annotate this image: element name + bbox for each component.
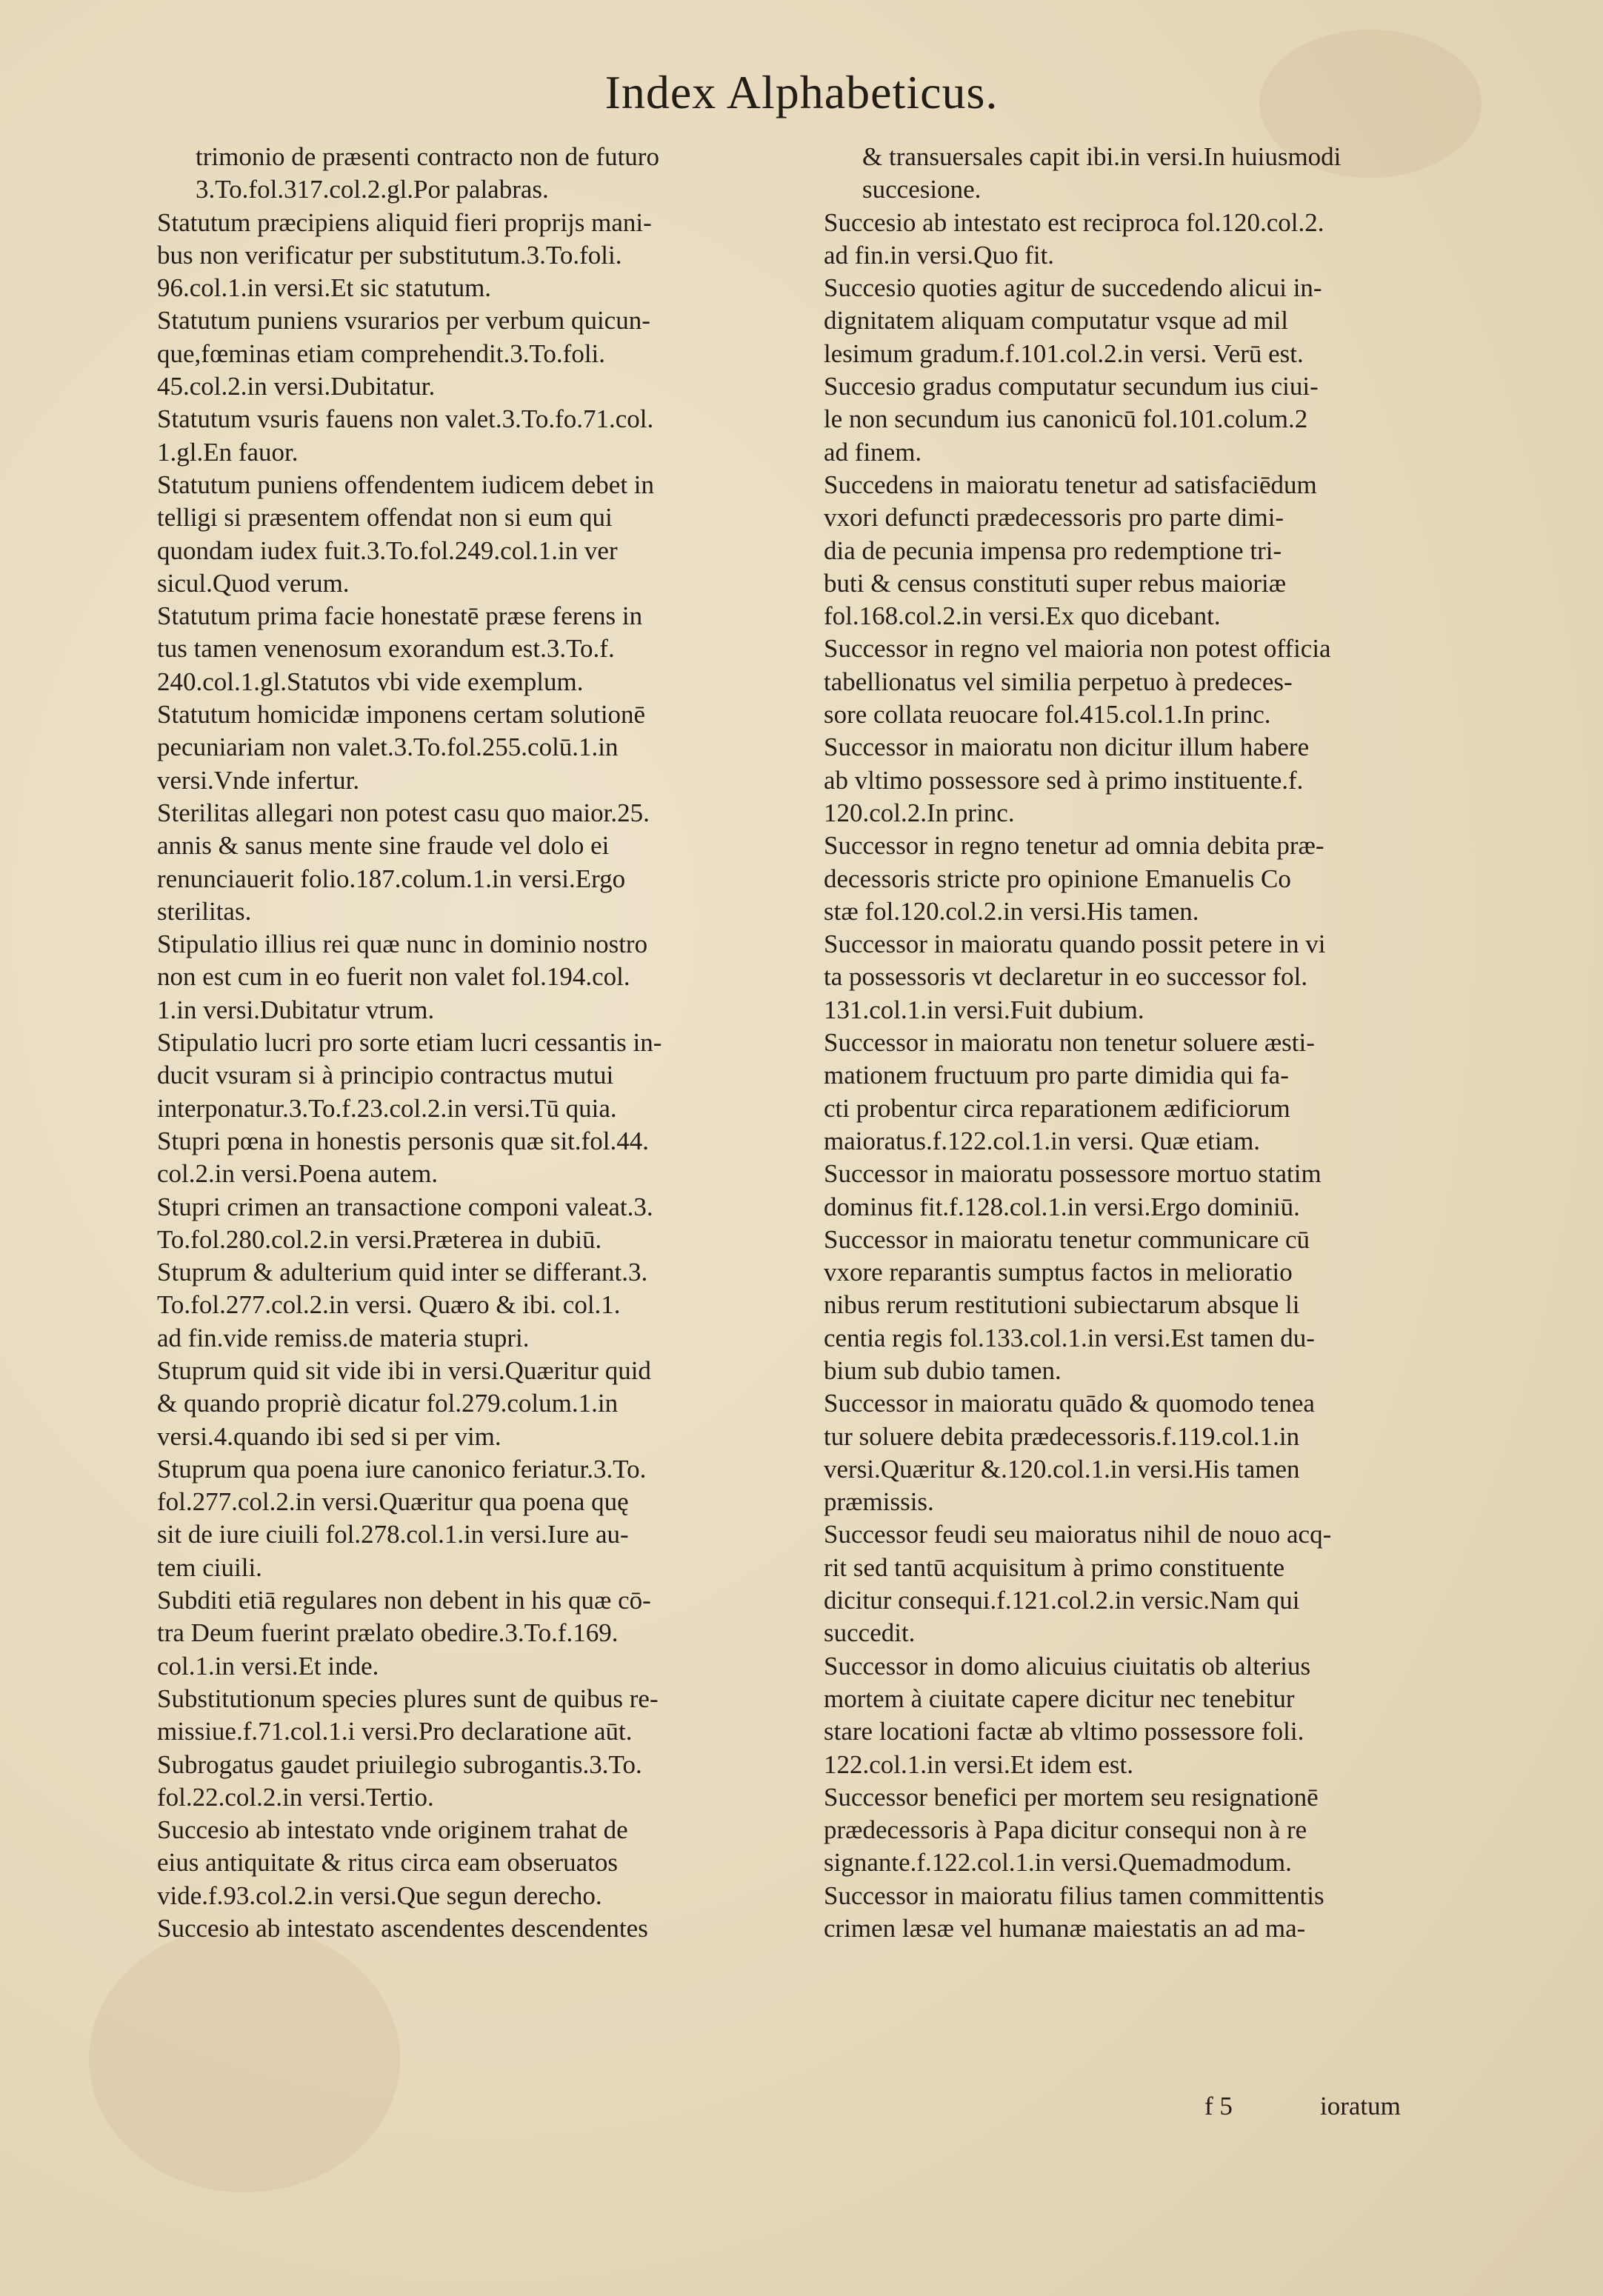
entry-line: dignitatem aliquam computatur vsque ad mil xyxy=(824,306,1288,336)
entry-line: annis & sanus mente sine fraude vel dolo ei xyxy=(157,831,610,861)
entry-line: ducit vsuram si à principio contractus mutui xyxy=(157,1061,614,1090)
entry-line: trimonio de præsenti contracto non de futuro xyxy=(196,142,659,171)
entry-line: Successor feudi seu maioratus nihil de nouo acq- xyxy=(824,1520,1332,1549)
page-title: Index Alphabeticus. xyxy=(604,66,999,119)
entry-line: Statutum vsuris fauens non valet.3.To.fo.71.col. xyxy=(157,404,654,434)
entry-line: Successor in domo alicuius ciuitatis ob alterius xyxy=(824,1651,1311,1681)
entry-line: præmissis. xyxy=(824,1487,934,1517)
entry-line: signante.f.122.col.1.in versi.Quemadmodum. xyxy=(824,1848,1292,1878)
index-entry xyxy=(157,1814,796,1912)
entry-line: Succesio quoties agitur de succedendo alicui in- xyxy=(824,273,1322,303)
index-entry xyxy=(824,1027,1467,1158)
paper-stain xyxy=(89,1926,400,2192)
entry-line: centia regis fol.133.col.1.in versi.Est tamen du- xyxy=(824,1323,1315,1352)
entry-line: le non secundum ius canonicū fol.101.colum.2 xyxy=(824,404,1308,434)
index-entry xyxy=(824,1880,1467,1946)
index-entry xyxy=(157,1749,796,1815)
entry-line: tur soluere debita prædecessoris.f.119.col.1.in xyxy=(824,1421,1300,1451)
entry-line: dia de pecunia impensa pro redemptione tri- xyxy=(824,535,1282,565)
entry-line: 1.gl.En fauor. xyxy=(157,437,299,467)
entry-line: quondam iudex fuit.3.To.fol.249.col.1.in ver xyxy=(157,535,618,565)
index-entry xyxy=(157,1453,796,1584)
entry-line: sit de iure ciuili fol.278.col.1.in versi.Iure au- xyxy=(157,1520,629,1549)
index-entry xyxy=(824,1158,1467,1224)
index-entry xyxy=(157,207,796,305)
entry-line: Succedens in maioratu tenetur ad satisfaciēdum xyxy=(824,470,1317,499)
entry-line: missiue.f.71.col.1.i versi.Pro declaratione aūt. xyxy=(157,1717,633,1746)
entry-line: fol.22.col.2.in versi.Tertio. xyxy=(157,1782,434,1812)
entry-line: ab vltimo possessore sed à primo instituente.f. xyxy=(824,765,1304,795)
entry-line: decessoris stricte pro opinione Emanuelis Co xyxy=(824,864,1291,893)
index-entry xyxy=(157,1584,796,1683)
entry-line: rit sed tantū acquisitum à primo constituente xyxy=(824,1552,1285,1582)
entry-line: vxori defuncti prædecessoris pro parte dimi- xyxy=(824,503,1284,533)
index-entry xyxy=(157,469,796,600)
right-column xyxy=(824,141,1467,1945)
entry-line: 96.col.1.in versi.Et sic statutum. xyxy=(157,273,492,303)
entry-line: Succesio ab intestato est reciproca fol.120.col.2. xyxy=(824,207,1324,237)
index-entry xyxy=(824,1387,1467,1518)
index-entry xyxy=(824,141,1467,207)
entry-line: Subditi etiā regulares non debent in his quæ cō- xyxy=(157,1586,651,1615)
entry-line: Succesio ab intestato ascendentes descendentes xyxy=(157,1914,648,1943)
entry-line: ta possessoris vt declaretur in eo successor fol. xyxy=(824,962,1308,992)
index-entry xyxy=(824,272,1467,370)
entry-line: tra Deum fuerint prælato obedire.3.To.f.169. xyxy=(157,1618,619,1648)
index-entry xyxy=(157,304,796,403)
entry-line: 1.in versi.Dubitatur vtrum. xyxy=(157,995,435,1024)
entry-line: To.fol.280.col.2.in versi.Præterea in dubiū. xyxy=(157,1224,602,1254)
index-entry xyxy=(157,1912,796,1945)
entry-line: & transuersales capit ibi.in versi.In huiusmodi xyxy=(862,142,1342,171)
entry-line: ad finem. xyxy=(824,437,922,467)
index-entry xyxy=(157,1683,796,1749)
entry-line: telligi si præsentem offendat non si eum qui xyxy=(157,503,613,533)
index-entry xyxy=(157,600,796,698)
entry-line: tus tamen venenosum exorandum est.3.To.f. xyxy=(157,634,615,664)
entry-line: Successor in maioratu possessore mortuo statim xyxy=(824,1159,1322,1189)
entry-line: renunciauerit folio.187.colum.1.in versi.Ergo xyxy=(157,864,626,893)
entry-line: Sterilitas allegari non potest casu quo maior.25. xyxy=(157,798,650,827)
index-entry xyxy=(157,797,796,928)
entry-line: Stupri crimen an transactione componi valeat.3. xyxy=(157,1192,653,1221)
catchword: ioratum xyxy=(1320,2092,1401,2120)
entry-line: buti & census constituti super rebus maioriæ xyxy=(824,568,1287,598)
entry-line: Succesio gradus computatur secundum ius ciui- xyxy=(824,372,1319,401)
entry-line: bus non verificatur per substitutum.3.To.foli. xyxy=(157,240,622,270)
entry-line: eius antiquitate & ritus circa eam obseruatos xyxy=(157,1848,619,1878)
entry-line: Successor in maioratu tenetur communicare cū xyxy=(824,1224,1310,1254)
entry-line: mortem à ciuitate capere dicitur nec tenebitur xyxy=(824,1683,1295,1713)
entry-line: prædecessoris à Papa dicitur consequi non à re xyxy=(824,1815,1307,1845)
entry-line: Stupri pœna in honestis personis quæ sit.fol.44. xyxy=(157,1126,650,1155)
entry-line: non est cum in eo fuerit non valet fol.194.col. xyxy=(157,962,630,992)
entry-line: Successor in maioratu quando possit petere in vi xyxy=(824,930,1326,959)
index-entry xyxy=(157,698,796,797)
entry-line: To.fol.277.col.2.in versi. Quæro & ibi. col.1. xyxy=(157,1290,621,1320)
index-entry xyxy=(824,633,1467,731)
entry-line: Successor benefici per mortem seu resignationē xyxy=(824,1782,1319,1812)
entry-line: maioratus.f.122.col.1.in versi. Quæ etiam. xyxy=(824,1126,1261,1155)
index-entry xyxy=(824,370,1467,469)
index-entry xyxy=(157,1191,796,1257)
entry-line: bium sub dubio tamen. xyxy=(824,1355,1062,1385)
entry-line: succedit. xyxy=(824,1618,916,1648)
index-entry xyxy=(824,1650,1467,1781)
entry-line: Successor in maioratu filius tamen committentis xyxy=(824,1880,1324,1910)
entry-line: 240.col.1.gl.Statutos vbi vide exemplum. xyxy=(157,667,584,696)
signature-mark: f 5 xyxy=(1204,2092,1233,2120)
entry-line: versi.4.quando ibi sed si per vim. xyxy=(157,1421,501,1451)
entry-line: Statutum præcipiens aliquid fieri proprijs mani- xyxy=(157,207,652,237)
entry-line: Statutum prima facie honestatē præse ferens in xyxy=(157,601,643,631)
index-entry xyxy=(157,1125,796,1191)
entry-line: sterilitas. xyxy=(157,896,252,926)
entry-line: Stuprum quid sit vide ibi in versi.Quæritur quid xyxy=(157,1355,651,1385)
index-entry xyxy=(824,928,1467,1027)
index-entry xyxy=(824,1224,1467,1387)
entry-line: stæ fol.120.col.2.in versi.His tamen. xyxy=(824,896,1199,926)
entry-line: Successor in maioratu quādo & quomodo tenea xyxy=(824,1389,1315,1418)
entry-line: crimen læsæ vel humanæ maiestatis an ad ma- xyxy=(824,1914,1306,1943)
index-entry xyxy=(824,1518,1467,1649)
entry-line: fol.168.col.2.in versi.Ex quo dicebant. xyxy=(824,601,1221,631)
entry-line: sicul.Quod verum. xyxy=(157,568,350,598)
entry-line: interponatur.3.To.f.23.col.2.in versi.Tū quia. xyxy=(157,1093,617,1123)
index-entry xyxy=(157,403,796,469)
entry-line: Succesio ab intestato vnde originem trahat de xyxy=(157,1815,628,1845)
entry-line: pecuniariam non valet.3.To.fol.255.colū.1.in xyxy=(157,732,619,762)
entry-line: Successor in maioratu non dicitur illum habere xyxy=(824,732,1310,762)
entry-line: ad fin.in versi.Quo fit. xyxy=(824,240,1055,270)
index-entry xyxy=(824,830,1467,928)
entry-line: Subrogatus gaudet priuilegio subrogantis.3.To. xyxy=(157,1749,642,1779)
entry-line: dicitur consequi.f.121.col.2.in versic.Nam qui xyxy=(824,1586,1300,1615)
entry-line: Successor in maioratu non tenetur soluere æsti- xyxy=(824,1028,1315,1058)
entry-line: tabellionatus vel similia perpetuo à predeces- xyxy=(824,667,1293,696)
entry-line: Statutum homicidæ imponens certam solutionē xyxy=(157,700,646,730)
entry-line: & quando propriè dicatur fol.279.colum.1.in xyxy=(157,1389,619,1418)
entry-line: mationem fructuum pro parte dimidia qui fa- xyxy=(824,1061,1289,1090)
entry-line: succesione. xyxy=(862,175,982,204)
index-entry xyxy=(157,141,796,207)
index-entry xyxy=(824,1781,1467,1880)
index-entry xyxy=(824,469,1467,633)
entry-line: Statutum puniens vsurarios per verbum quicun- xyxy=(157,306,650,336)
entry-line: Stuprum qua poena iure canonico feriatur.3.To. xyxy=(157,1454,647,1484)
entry-line: Statutum puniens offendentem iudicem debet in xyxy=(157,470,655,499)
entry-line: nibus rerum restitutioni subiectarum absque li xyxy=(824,1290,1300,1320)
index-entry xyxy=(157,928,796,1027)
entry-line: Successor in regno tenetur ad omnia debita præ- xyxy=(824,831,1324,861)
index-entry xyxy=(157,1355,796,1453)
entry-line: versi.Quæritur &.120.col.1.in versi.His tamen xyxy=(824,1454,1300,1484)
entry-line: stare locationi factæ ab vltimo possessore foli. xyxy=(824,1717,1304,1746)
entry-line: sore collata reuocare fol.415.col.1.In princ. xyxy=(824,700,1271,730)
entry-line: col.2.in versi.Poena autem. xyxy=(157,1159,439,1189)
index-entry xyxy=(824,731,1467,830)
index-entry xyxy=(157,1027,796,1125)
entry-line: lesimum gradum.f.101.col.2.in versi. Verū est. xyxy=(824,338,1304,368)
entry-line: vxore reparantis sumptus factos in melioratio xyxy=(824,1258,1293,1287)
left-column xyxy=(157,141,796,1945)
entry-line: 3.To.fol.317.col.2.gl.Por palabras. xyxy=(196,175,549,204)
entry-line: cti probentur circa reparationem ædificiorum xyxy=(824,1093,1290,1123)
entry-line: fol.277.col.2.in versi.Quæritur qua poena quę xyxy=(157,1487,629,1517)
entry-line: Stuprum & adulterium quid inter se differant.3. xyxy=(157,1258,648,1287)
entry-line: tem ciuili. xyxy=(157,1552,262,1582)
index-entry xyxy=(824,207,1467,273)
entry-line: que,fœminas etiam comprehendit.3.To.foli. xyxy=(157,338,606,368)
entry-line: Stipulatio illius rei quæ nunc in dominio nostro xyxy=(157,930,648,959)
entry-line: ad fin.vide remiss.de materia stupri. xyxy=(157,1323,530,1352)
index-entry xyxy=(157,1256,796,1355)
entry-line: 120.col.2.In princ. xyxy=(824,798,1015,827)
entry-line: dominus fit.f.128.col.1.in versi.Ergo dominiū. xyxy=(824,1192,1300,1221)
entry-line: col.1.in versi.Et inde. xyxy=(157,1651,379,1681)
entry-line: versi.Vnde infertur. xyxy=(157,765,360,795)
entry-line: Stipulatio lucri pro sorte etiam lucri cessantis in- xyxy=(157,1028,662,1058)
entry-line: Substitutionum species plures sunt de quibus re- xyxy=(157,1683,659,1713)
entry-line: 122.col.1.in versi.Et idem est. xyxy=(824,1749,1133,1779)
entry-line: vide.f.93.col.2.in versi.Que segun derecho. xyxy=(157,1880,602,1910)
entry-line: Successor in regno vel maioria non potest officia xyxy=(824,634,1331,664)
entry-line: 131.col.1.in versi.Fuit dubium. xyxy=(824,995,1144,1024)
entry-line: 45.col.2.in versi.Dubitatur. xyxy=(157,372,436,401)
